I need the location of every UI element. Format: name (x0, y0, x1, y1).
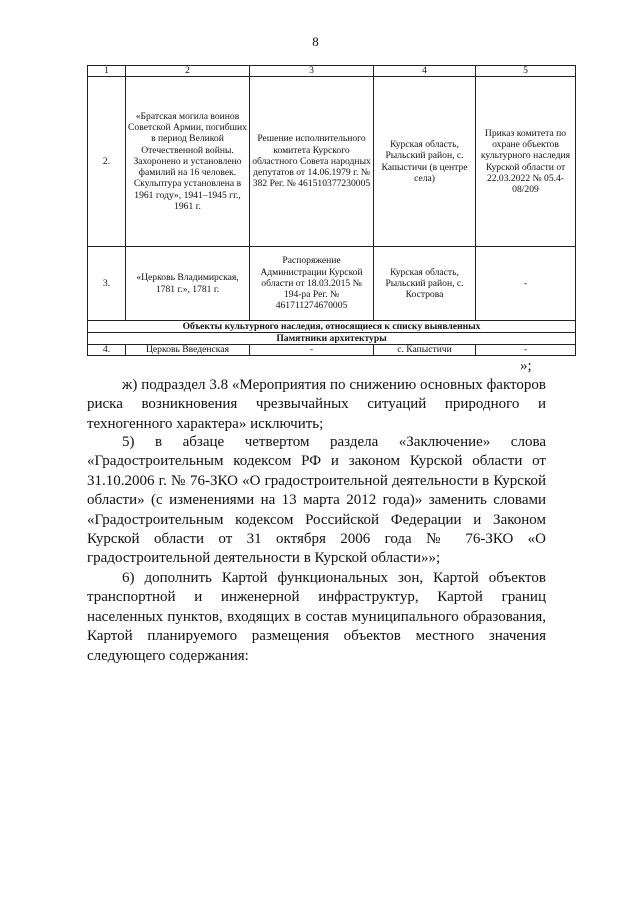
object-name: «Церковь Владимирская, 1781 г.», 1781 г. (126, 247, 250, 321)
protection-document: Приказ комитета по охране объектов культурного наследия Курской области от 22.03.2022 № 05.4-08/209 (476, 77, 576, 247)
registration-document: Распоряжение Администрации Курской области от 18.03.2015 № 194-ра Рег. № 461711274670005 (250, 247, 374, 321)
column-header: 2 (126, 66, 250, 77)
paragraph-text: 5) в абзаце четвертом раздела «Заключение» слова «Градостроительным кодексом РФ и законом Курской области от 31.10.2006 г. № 76-ЗКО «О градостроительной деятельности в Курской области» (с изменениями на 13 марта 2012 года)» заменить словами «Градостроительным кодексом Российской Федерации и Законом Курской области от 31 октября 2006 года № 76-ЗКО «О градостроительной деятельности в Курской области»»; (87, 434, 546, 567)
protection-document: - (476, 247, 576, 321)
protection-document: - (476, 345, 576, 356)
heritage-table (87, 65, 576, 356)
row-number: 2. (88, 77, 126, 247)
table-row (88, 247, 576, 321)
paragraph-text: ж) подраздел 3.8 «Мероприятия по снижению основных факторов риска возникновения чрезвычайных ситуаций природного и техногенного характера» исключить; (87, 377, 546, 432)
paragraph-text: 6) дополнить Картой функциональных зон, Картой объектов транспортной и инженерной инфраструктур, Картой границ населенных пунктов, входящих в состав муниципального образования, Картой планируемого размещения объектов местного значения следующего содержания: (87, 570, 546, 664)
section-heading-row (88, 321, 576, 333)
row-number: 4. (88, 345, 126, 356)
column-header: 3 (250, 66, 374, 77)
object-location: Курская область, Рыльский район, с. Кострова (374, 247, 476, 321)
object-location: с. Капыстичи (374, 345, 476, 356)
table-row (88, 77, 576, 247)
paragraph-item-6 (87, 569, 546, 666)
object-name: «Братская могила воинов Советской Армии, погибших в период Великой Отечественной войны. Захоронено и установлено фамилий на 16 человек. Скульптура установлена в 1961 году», 1941–1945 гг., 1961 г. (126, 77, 250, 247)
section-heading: Объекты культурного наследия, относящиеся к списку выявленных (88, 321, 576, 333)
paragraph-item-zh (87, 376, 546, 434)
registration-document: - (250, 345, 374, 356)
object-name: Церковь Введенская (126, 345, 250, 356)
closing-quote: »; (520, 358, 532, 374)
object-location: Курская область, Рыльский район, с. Капыстичи (в центре села) (374, 77, 476, 247)
subsection-heading-row (88, 333, 576, 345)
registration-document: Решение исполнительного комитета Курского областного Совета народных депутатов от 14.06.1979 г. № 382 Рег. № 461510377230005 (250, 77, 374, 247)
page-number: 8 (312, 34, 319, 49)
column-header: 5 (476, 66, 576, 77)
column-header: 4 (374, 66, 476, 77)
paragraph-item-5 (87, 433, 546, 569)
column-header: 1 (88, 66, 126, 77)
table-row (88, 345, 576, 356)
table-header-row (88, 66, 576, 77)
subsection-heading: Памятники архитектуры (88, 333, 576, 345)
row-number: 3. (88, 247, 126, 321)
